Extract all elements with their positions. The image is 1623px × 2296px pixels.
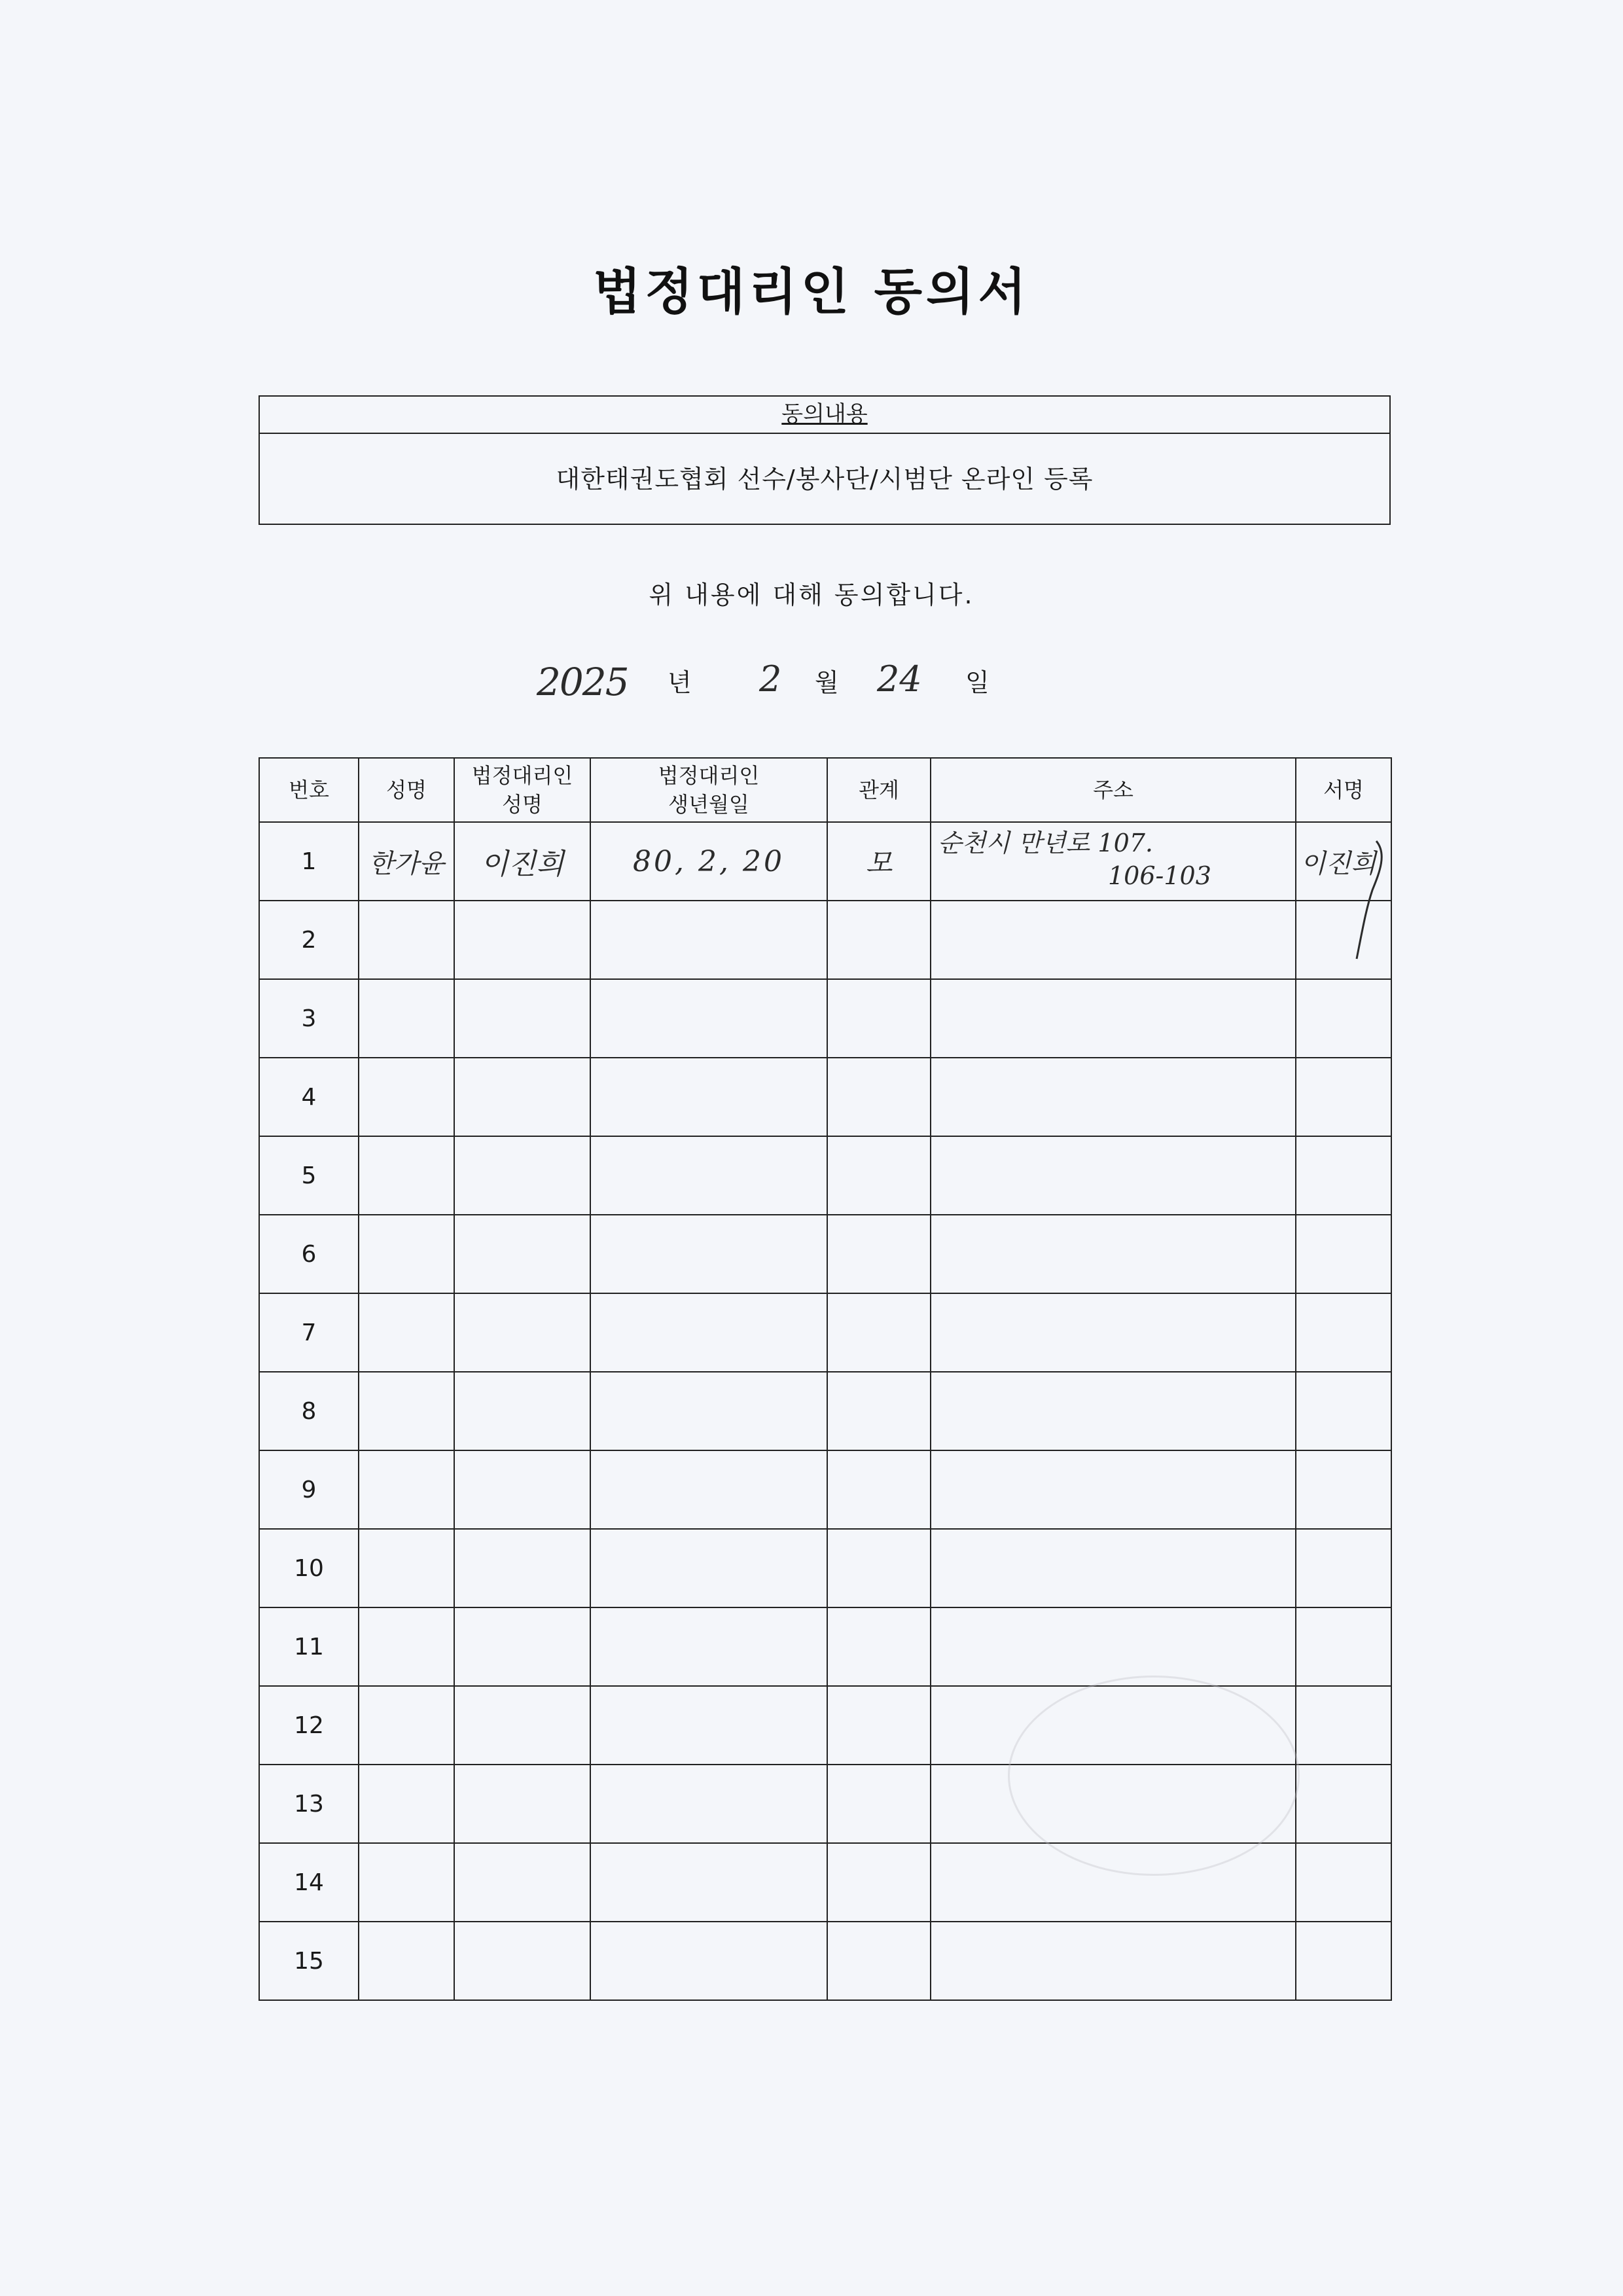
table-row <box>259 1136 1391 1215</box>
table-row <box>259 1922 1391 2000</box>
empty-cell <box>359 1372 454 1450</box>
empty-cell <box>359 1607 454 1686</box>
empty-cell <box>931 1922 1296 2000</box>
empty-cell <box>454 901 590 979</box>
empty-cell <box>359 1843 454 1922</box>
empty-cell <box>590 1372 827 1450</box>
handwritten-month: 2 <box>759 658 782 700</box>
table-row <box>259 1058 1391 1136</box>
row-number: 12 <box>259 1686 359 1765</box>
row-number: 2 <box>259 901 359 979</box>
agreement-statement: 위 내용에 대해 동의합니다. <box>649 581 974 609</box>
empty-cell <box>590 979 827 1058</box>
header-name: 성명 <box>359 758 454 822</box>
empty-cell <box>1296 1922 1391 2000</box>
empty-cell <box>931 979 1296 1058</box>
empty-cell <box>359 1058 454 1136</box>
row-number: 15 <box>259 1922 359 2000</box>
date-line <box>0 655 1623 707</box>
empty-cell <box>590 1765 827 1843</box>
empty-cell <box>359 1136 454 1215</box>
row-number: 4 <box>259 1058 359 1136</box>
header-guardian-birth-line2: 생년월일 <box>668 792 749 817</box>
empty-cell <box>1296 901 1391 979</box>
empty-cell <box>359 979 454 1058</box>
empty-cell <box>931 1215 1296 1293</box>
header-no: 번호 <box>259 758 359 822</box>
consent-content-text: 대한태권도협회 선수/봉사단/시범단 온라인 등록 <box>556 465 1094 493</box>
table-row <box>259 901 1391 979</box>
empty-cell <box>931 1058 1296 1136</box>
relation-cell <box>827 822 931 901</box>
empty-cell <box>1296 1765 1391 1843</box>
faint-smudge-mark <box>1008 1676 1300 1876</box>
table-row <box>259 1607 1391 1686</box>
empty-cell <box>454 1450 590 1529</box>
empty-cell <box>590 1136 827 1215</box>
empty-cell <box>454 1686 590 1765</box>
empty-cell <box>931 1293 1296 1372</box>
month-unit: 월 <box>815 668 839 697</box>
empty-cell <box>1296 1529 1391 1607</box>
empty-cell <box>1296 1136 1391 1215</box>
guardian-name-cell <box>454 822 590 901</box>
table-row <box>259 1215 1391 1293</box>
empty-cell <box>1296 1058 1391 1136</box>
handwritten-day: 24 <box>877 658 922 700</box>
empty-cell <box>827 1922 931 2000</box>
address-cell <box>931 822 1296 901</box>
empty-cell <box>827 1765 931 1843</box>
empty-cell <box>454 1765 590 1843</box>
consent-content-header: 동의내용 <box>260 397 1389 434</box>
participant-name: 한가윤 <box>368 848 444 879</box>
guardian-birth-cell <box>590 822 827 901</box>
address-line-1: 순천시 만년로 107. <box>938 829 1154 857</box>
empty-cell <box>590 1529 827 1607</box>
empty-cell <box>827 1372 931 1450</box>
participant-name-cell <box>359 822 454 901</box>
header-guardian-name <box>454 758 590 822</box>
header-address: 주소 <box>931 758 1296 822</box>
empty-cell <box>590 1293 827 1372</box>
table-header-row <box>259 758 1391 822</box>
row-number: 8 <box>259 1372 359 1450</box>
empty-cell <box>931 1607 1296 1686</box>
row-number: 14 <box>259 1843 359 1922</box>
empty-cell <box>590 1450 827 1529</box>
row-number: 1 <box>259 822 359 901</box>
header-guardian-name-line1: 법정대리인 <box>471 763 573 788</box>
empty-cell <box>590 1686 827 1765</box>
table-row <box>259 1372 1391 1450</box>
empty-cell <box>827 1607 931 1686</box>
guardian-name: 이진희 <box>480 848 564 881</box>
empty-cell <box>931 1136 1296 1215</box>
day-unit: 일 <box>965 668 990 697</box>
row-number: 7 <box>259 1293 359 1372</box>
table-row <box>259 1450 1391 1529</box>
address <box>938 827 1295 900</box>
empty-cell <box>590 1607 827 1686</box>
row-number: 10 <box>259 1529 359 1607</box>
empty-cell <box>454 1293 590 1372</box>
empty-cell <box>931 1450 1296 1529</box>
empty-cell <box>827 1843 931 1922</box>
row-number: 6 <box>259 1215 359 1293</box>
empty-cell <box>1296 1293 1391 1372</box>
empty-cell <box>590 1058 827 1136</box>
empty-cell <box>454 1607 590 1686</box>
handwritten-signature: 이진희 <box>1300 848 1376 879</box>
row-number: 9 <box>259 1450 359 1529</box>
empty-cell <box>454 1215 590 1293</box>
empty-cell <box>359 1215 454 1293</box>
empty-cell <box>1296 979 1391 1058</box>
empty-cell <box>827 901 931 979</box>
empty-cell <box>1296 1686 1391 1765</box>
empty-cell <box>454 979 590 1058</box>
empty-cell <box>1296 1450 1391 1529</box>
row-number: 11 <box>259 1607 359 1686</box>
empty-cell <box>827 1293 931 1372</box>
table-row <box>259 1293 1391 1372</box>
empty-cell <box>454 1922 590 2000</box>
empty-cell <box>359 1686 454 1765</box>
empty-cell <box>590 1922 827 2000</box>
empty-cell <box>931 1529 1296 1607</box>
row-number: 3 <box>259 979 359 1058</box>
empty-cell <box>454 1136 590 1215</box>
table-row <box>259 822 1391 901</box>
table-row <box>259 1529 1391 1607</box>
address-line-2: 106-103 <box>1108 861 1211 890</box>
header-guardian-birth-line1: 법정대리인 <box>658 763 760 788</box>
empty-cell <box>454 1058 590 1136</box>
relation: 모 <box>865 847 893 879</box>
empty-cell <box>454 1843 590 1922</box>
empty-cell <box>359 1922 454 2000</box>
empty-cell <box>1296 1372 1391 1450</box>
empty-cell <box>827 1686 931 1765</box>
empty-cell <box>931 1372 1296 1450</box>
row-number: 13 <box>259 1765 359 1843</box>
empty-cell <box>359 1765 454 1843</box>
empty-cell <box>827 1450 931 1529</box>
header-relation: 관계 <box>827 758 931 822</box>
row-number: 5 <box>259 1136 359 1215</box>
empty-cell <box>454 1372 590 1450</box>
guardian-birth: 80, 2, 20 <box>633 844 785 878</box>
table-row <box>259 979 1391 1058</box>
empty-cell <box>454 1529 590 1607</box>
header-guardian-name-line2: 성명 <box>502 792 543 817</box>
header-guardian-birth <box>590 758 827 822</box>
empty-cell <box>1296 1843 1391 1922</box>
empty-cell <box>1296 1607 1391 1686</box>
handwritten-year: 2025 <box>537 660 628 704</box>
page-title: 법정대리인 동의서 <box>593 262 1030 321</box>
empty-cell <box>359 1450 454 1529</box>
signature-cell <box>1296 822 1391 901</box>
header-signature: 서명 <box>1296 758 1391 822</box>
empty-cell <box>931 901 1296 979</box>
empty-cell <box>827 979 931 1058</box>
empty-cell <box>827 1529 931 1607</box>
empty-cell <box>827 1058 931 1136</box>
year-unit: 년 <box>668 668 692 697</box>
empty-cell <box>359 901 454 979</box>
empty-cell <box>827 1136 931 1215</box>
empty-cell <box>590 901 827 979</box>
empty-cell <box>827 1215 931 1293</box>
empty-cell <box>590 1843 827 1922</box>
consent-content-box <box>259 395 1391 525</box>
empty-cell <box>590 1215 827 1293</box>
empty-cell <box>359 1293 454 1372</box>
empty-cell <box>1296 1215 1391 1293</box>
empty-cell <box>359 1529 454 1607</box>
